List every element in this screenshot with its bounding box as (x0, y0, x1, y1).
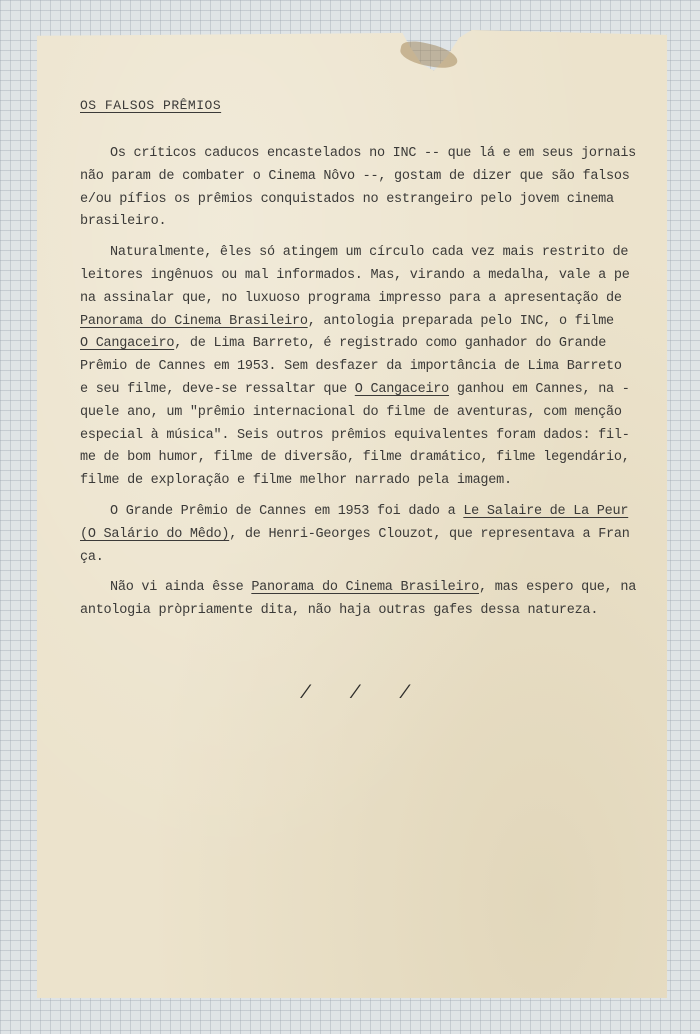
film-title-cangaceiro: O Cangaceiro (354, 381, 450, 397)
text-line: Panorama do Cinema Brasileiro, antologia preparada pelo INC, o filme (80, 313, 614, 329)
text-line: brasileiro. (80, 214, 167, 230)
text-line: Naturalmente, êles só atingem um círculo cada vez mais restrito de (110, 245, 629, 261)
film-title-panorama: Panorama do Cinema Brasileiro (251, 580, 480, 596)
document-title: OS FALSOS PRÊMIOS (80, 98, 222, 113)
text-line: e/ou pífios os prêmios conquistados no estrangeiro pelo jovem cinema (80, 191, 614, 207)
text-line: não param de combater o Cinema Nôvo --, gostam de dizer que são falsos (80, 168, 630, 184)
text-line: O Grande Prêmio de Cannes em 1953 foi dado a Le Salaire de La Peur (110, 503, 629, 519)
film-title-salaire: Le Salaire de La Peur (463, 503, 629, 519)
text-line: leitores ingênuos ou mal informados. Mas, virando a medalha, vale a pe (80, 267, 630, 283)
paragraph-3 (80, 501, 640, 569)
document-body (80, 95, 640, 631)
paragraph-1 (80, 143, 640, 234)
film-title-cangaceiro: O Cangaceiro (80, 336, 175, 352)
text-line: quele ano, um "prêmio internacional do filme de aventuras, com menção (80, 404, 622, 420)
paragraph-4 (80, 577, 640, 623)
text-line: especial à música". Seis outros prêmios equivalentes foram dados: fil- (80, 427, 630, 443)
text-line: (O Salário do Mêdo), de Henri-Georges Clouzot, que representava a Fran (80, 526, 630, 542)
film-title-panorama: Panorama do Cinema Brasileiro (80, 313, 308, 329)
paragraph-2 (80, 242, 640, 493)
text-line: ça. (80, 549, 104, 565)
text-line: Os críticos caducos encastelados no INC -- que lá e em seus jornais (110, 146, 637, 161)
end-separator: / / / (300, 684, 425, 704)
text-line: antologia pròpriamente dita, não haja outras gafes dessa natureza. (80, 603, 599, 619)
text-line: Não vi ainda êsse Panorama do Cinema Brasileiro, mas espero que, na (110, 580, 637, 596)
text-line: O Cangaceiro, de Lima Barreto, é registrado como ganhador do Grande (80, 336, 607, 352)
text-line: me de bom humor, filme de diversão, filme dramático, filme legendário, (80, 450, 630, 466)
film-title-salario: (O Salário do Mêdo) (80, 526, 230, 542)
text-line: na assinalar que, no luxuoso programa impresso para a apresentação de (80, 290, 622, 306)
text-line: filme de exploração e filme melhor narrado pela imagem. (80, 473, 512, 489)
text-line: Prêmio de Cannes em 1953. Sem desfazer da importância de Lima Barreto (80, 359, 622, 375)
text-line: e seu filme, deve-se ressaltar que O Cangaceiro ganhou em Cannes, na - (80, 381, 630, 397)
